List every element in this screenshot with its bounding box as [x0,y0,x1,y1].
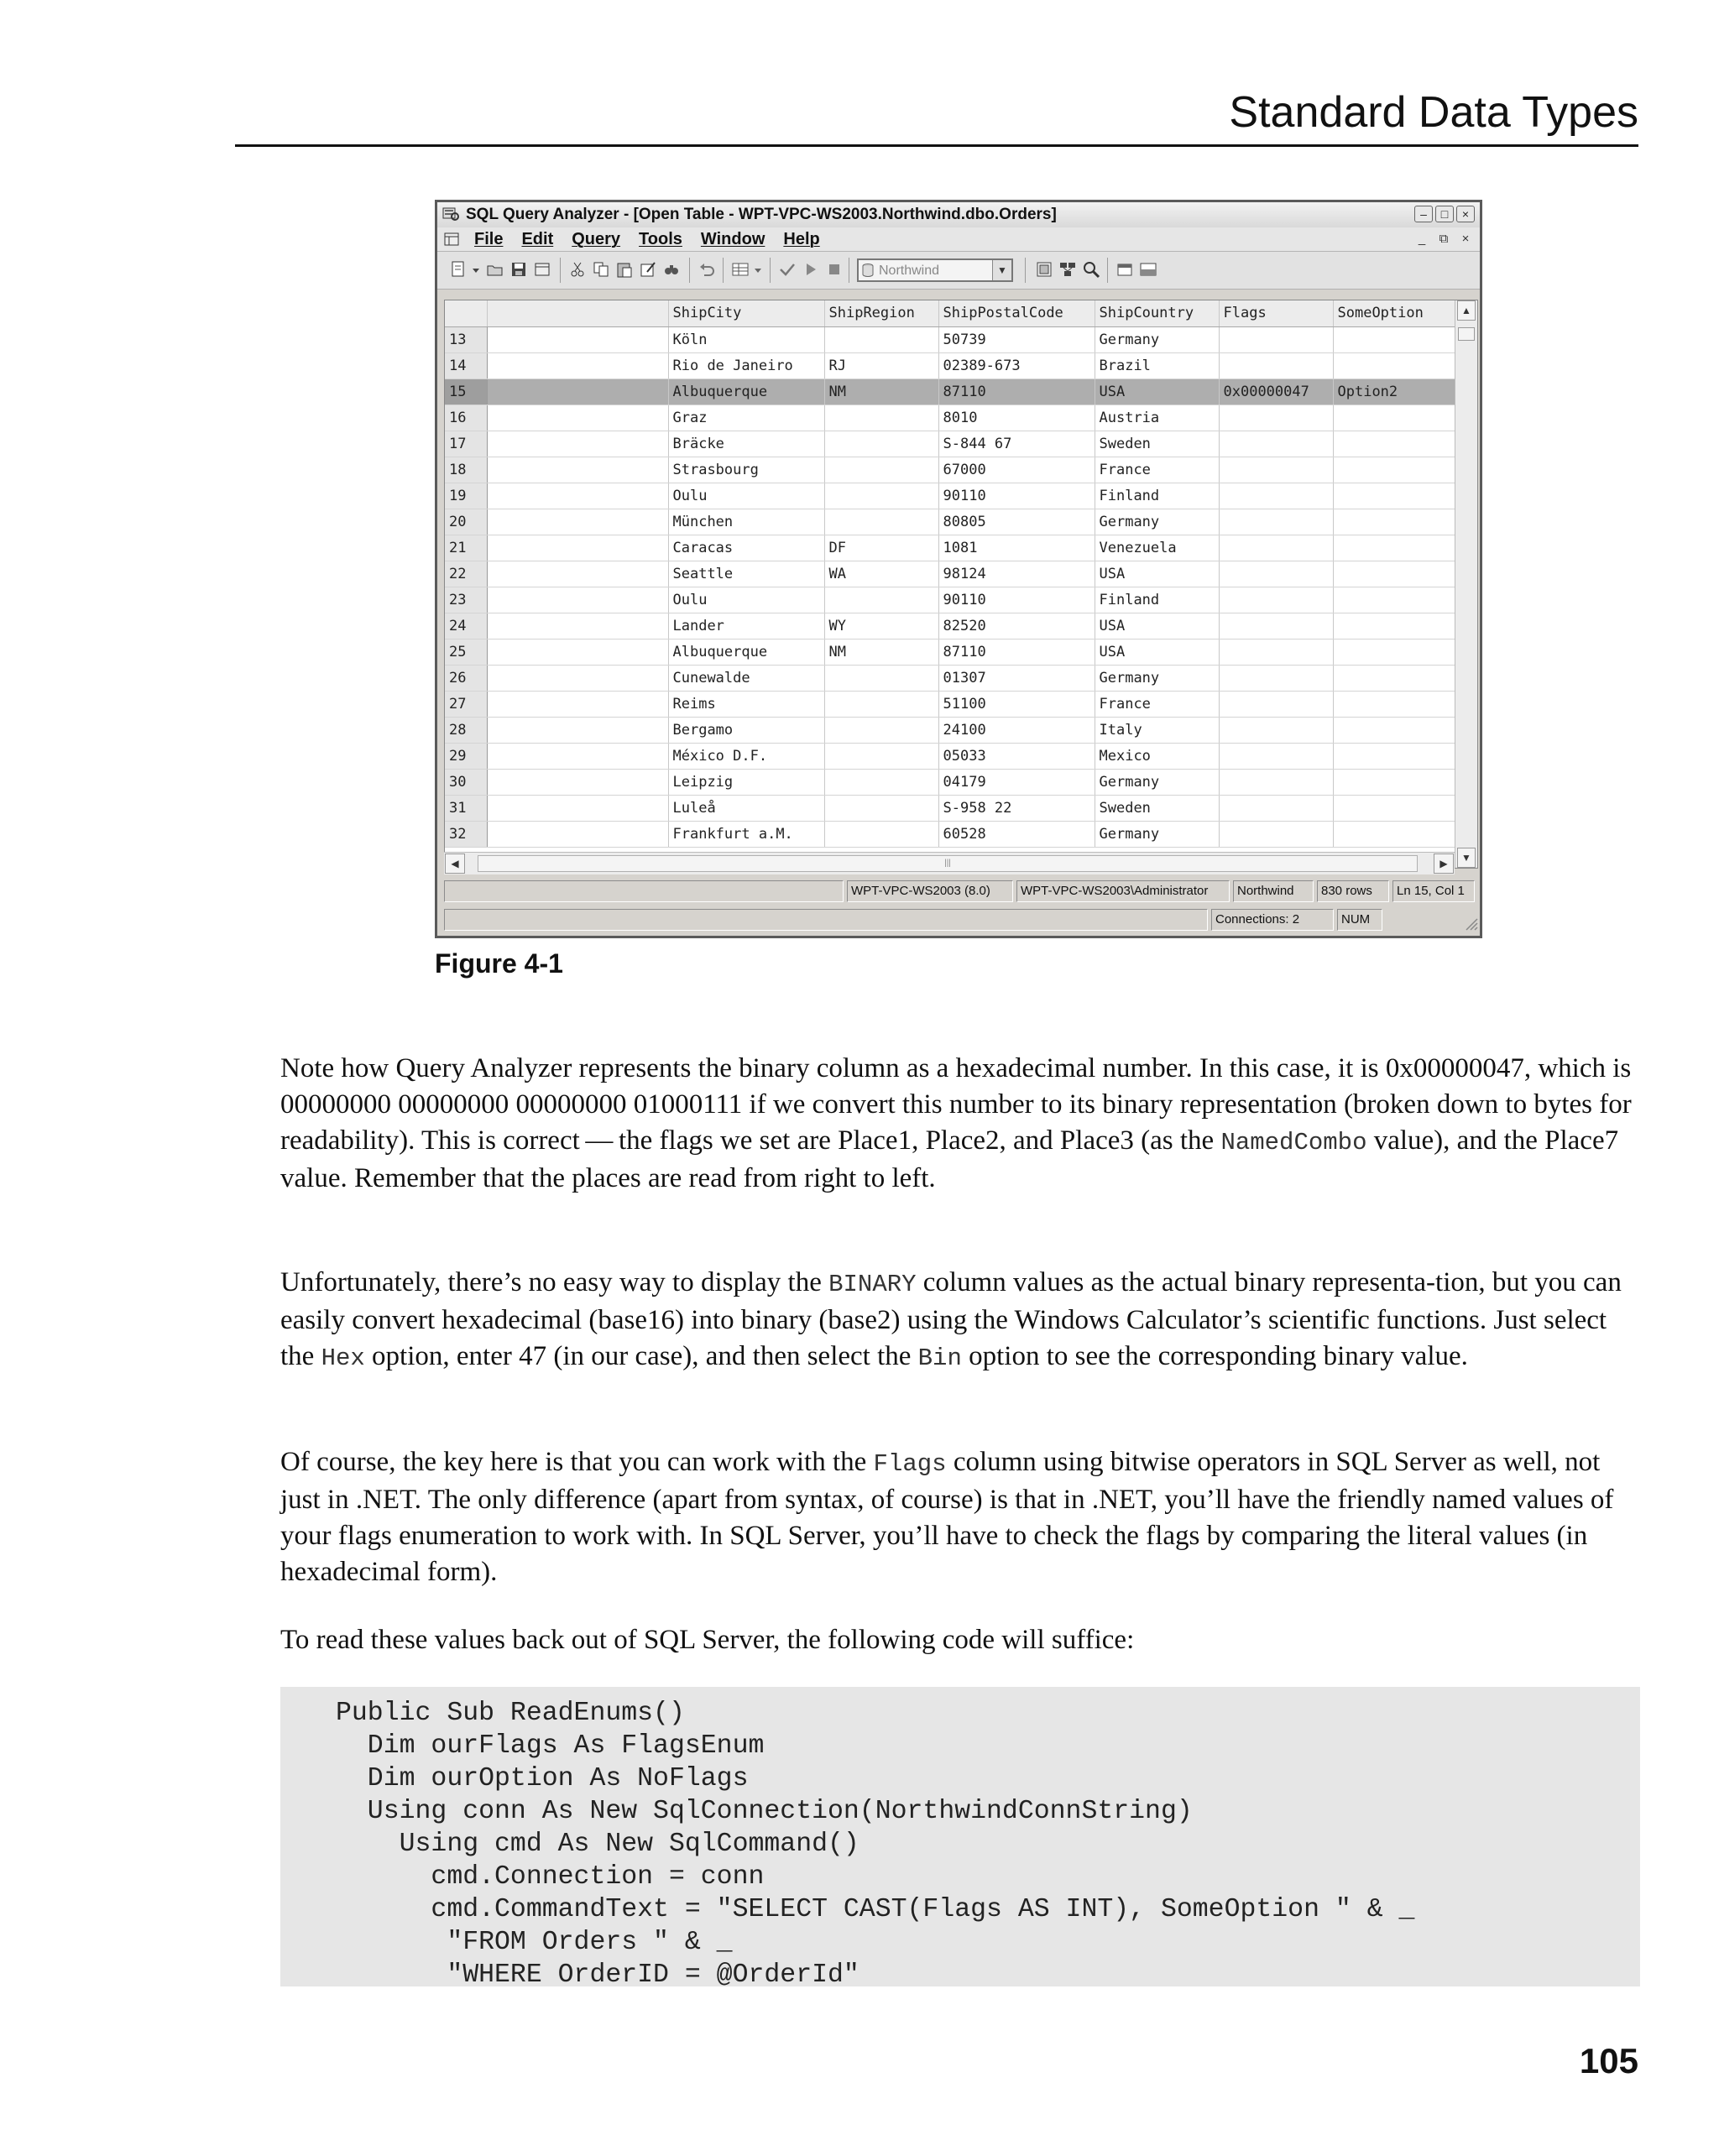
shipcountry-cell[interactable]: Finland [1095,587,1219,613]
paragraph-bitwise-operators [280,1444,1640,1590]
table-row[interactable] [445,561,1455,587]
shipregion-cell[interactable] [824,326,938,352]
shippostalcode-cell[interactable]: 01307 [938,665,1095,691]
flags-cell[interactable] [1219,352,1333,378]
row-number[interactable]: 29 [445,743,487,769]
flags-cell[interactable] [1219,587,1333,613]
row-cell[interactable] [487,665,668,691]
shipcountry-cell[interactable]: France [1095,457,1219,483]
paragraph-text: option to see the corresponding binary value. [961,1341,1468,1371]
shipcountry-cell[interactable]: USA [1095,639,1219,665]
scroll-left-icon[interactable]: ◀ [445,854,465,874]
status-row-count: 830 rows [1317,880,1389,902]
shipregion-cell[interactable] [824,509,938,535]
row-cell[interactable] [487,691,668,717]
row-cell[interactable] [487,352,668,378]
row-number[interactable]: 20 [445,509,487,535]
orders-table [445,300,1456,848]
flags-cell[interactable] [1219,639,1333,665]
shipcountry-cell[interactable]: Germany [1095,326,1219,352]
someoption-cell[interactable] [1333,821,1455,847]
insert-template-icon[interactable] [533,260,551,279]
shipregion-cell[interactable]: NM [824,378,938,405]
table-row[interactable] [445,431,1455,457]
toolbar-separator [1107,258,1108,283]
table-row[interactable] [445,535,1455,561]
row-number[interactable]: 15 [445,378,487,405]
flags-cell[interactable] [1219,431,1333,457]
table-row[interactable] [445,717,1455,743]
status-pane-message [444,880,844,902]
vertical-scrollbar[interactable] [1455,300,1477,868]
row-number[interactable]: 24 [445,613,487,639]
shipcountry-cell[interactable]: Finland [1095,483,1219,509]
execute-icon[interactable] [802,260,820,279]
shipcountry-cell[interactable]: USA [1095,378,1219,405]
someoption-cell[interactable] [1333,587,1455,613]
paragraph-read-values: To read these values back out of SQL Server, the following code will suffice: [280,1625,1135,1655]
row-cell[interactable] [487,613,668,639]
someoption-cell[interactable] [1333,483,1455,509]
paragraph-binary-column [280,1051,1640,1197]
status-pane-blank [444,909,1208,931]
shipcity-cell[interactable]: Cunewalde [668,665,824,691]
someoption-cell[interactable] [1333,352,1455,378]
query-analyzer-app-icon [442,206,459,222]
status-bar [437,879,1480,904]
row-cell[interactable] [487,587,668,613]
menu-window[interactable]: Window [700,230,765,248]
document-icon [444,232,459,246]
shipcountry-cell[interactable]: Germany [1095,821,1219,847]
shipregion-cell[interactable] [824,457,938,483]
shipregion-cell[interactable] [824,769,938,795]
database-select-value: Northwind [879,264,940,278]
flags-cell[interactable] [1219,613,1333,639]
parse-check-icon[interactable] [778,260,797,279]
row-cell[interactable] [487,457,668,483]
toolbar-separator [560,258,561,283]
mdi-close-button[interactable]: × [1461,232,1470,246]
shipcountry-cell[interactable]: Germany [1095,769,1219,795]
table-row[interactable] [445,743,1455,769]
edit-icon[interactable] [639,260,657,279]
row-cell[interactable] [487,378,668,405]
shipcountry-cell[interactable]: Germany [1095,509,1219,535]
table-row[interactable] [445,795,1455,821]
paragraph-binary-display [280,1265,1640,1376]
new-query-icon[interactable] [449,260,468,279]
table-row[interactable] [445,769,1455,795]
someoption-cell[interactable] [1333,795,1455,821]
shippostalcode-cell[interactable]: 87110 [938,639,1095,665]
horizontal-scrollbar[interactable] [444,852,1455,874]
paste-icon[interactable] [615,260,634,279]
column-header-shipcountry[interactable]: ShipCountry [1095,300,1219,326]
flags-cell[interactable] [1219,509,1333,535]
shipcity-cell[interactable]: Albuquerque [668,378,824,405]
paragraph-text: option, enter 47 (in our case), and then select the [364,1341,918,1371]
shipregion-cell[interactable] [824,821,938,847]
flags-cell[interactable] [1219,665,1333,691]
shipcity-cell[interactable]: Strasbourg [668,457,824,483]
code-listing-text: Public Sub ReadEnums() Dim ourFlags As FlagsEnum Dim ourOption As NoFlags Using conn As New SqlConnection(NorthwindConnString) Using cmd As New SqlCommand() cmd.Connection = conn cmd.CommandText = "SELECT CAST(Flags AS INT), SomeOption " & _ "FROM Orders " & _ "WHERE OrderID = @OrderId" [336,1699,1415,1990]
menu-help[interactable]: Help [783,230,820,248]
shipcountry-cell[interactable]: Sweden [1095,795,1219,821]
shipregion-cell[interactable] [824,691,938,717]
results-pane-icon[interactable] [1139,260,1157,279]
shipcountry-cell[interactable]: Germany [1095,665,1219,691]
someoption-cell[interactable] [1333,509,1455,535]
vertical-scroll-thumb[interactable] [1458,327,1475,341]
flags-cell[interactable] [1219,535,1333,561]
shipcity-cell[interactable]: Köln [668,326,824,352]
mdi-minimize-button[interactable]: _ [1418,232,1426,246]
shippostalcode-cell[interactable]: S-844 67 [938,431,1095,457]
row-cell[interactable] [487,509,668,535]
flags-cell[interactable] [1219,561,1333,587]
resize-grip-icon[interactable] [1463,916,1478,931]
table-row[interactable] [445,587,1455,613]
someoption-cell[interactable] [1333,431,1455,457]
someoption-cell[interactable] [1333,405,1455,431]
open-icon[interactable] [486,260,504,279]
shipcity-cell[interactable]: Frankfurt a.M. [668,821,824,847]
results-dropdown-icon[interactable] [753,260,763,279]
copy-icon[interactable] [592,260,610,279]
caption-buttons [1414,206,1475,222]
stop-icon[interactable] [825,260,844,279]
inline-code-bin: Bin [917,1344,962,1372]
shipregion-cell[interactable] [824,717,938,743]
object-browser-icon[interactable] [1058,260,1077,279]
table-row[interactable] [445,639,1455,665]
table-row[interactable] [445,405,1455,431]
paragraph-text: column using bitwise operators in SQL Server as well, not just in .NET. The only difference (apart from syntax, of course) is that in .NET, you’ll have the friendly named values of your flags enumeration to work with. In SQL Server, you’ll have to check the flags by comparing the literal values (in hexadecimal form). [280,1447,1614,1587]
row-number[interactable]: 21 [445,535,487,561]
flags-cell[interactable] [1219,743,1333,769]
flags-cell[interactable] [1219,795,1333,821]
row-number[interactable]: 30 [445,769,487,795]
flags-cell[interactable]: 0x00000047 [1219,378,1333,405]
shippostalcode-cell[interactable]: 05033 [938,743,1095,769]
shipcity-cell[interactable]: Graz [668,405,824,431]
row-number[interactable]: 17 [445,431,487,457]
row-number[interactable]: 26 [445,665,487,691]
row-number[interactable]: 25 [445,639,487,665]
shipregion-cell[interactable] [824,431,938,457]
table-row[interactable] [445,378,1455,405]
scroll-right-icon[interactable]: ▶ [1434,854,1454,874]
flags-cell[interactable] [1219,405,1333,431]
row-number[interactable]: 14 [445,352,487,378]
shippostalcode-cell[interactable]: 90110 [938,483,1095,509]
column-header-someoption[interactable]: SomeOption [1333,300,1455,326]
column-header-shippostalcode[interactable]: ShipPostalCode [938,300,1095,326]
flags-cell[interactable] [1219,457,1333,483]
menu-file[interactable]: File [474,230,504,248]
database-select[interactable] [857,258,1013,282]
table-row[interactable] [445,613,1455,639]
someoption-cell[interactable] [1333,769,1455,795]
shippostalcode-cell[interactable]: 51100 [938,691,1095,717]
someoption-cell[interactable] [1333,535,1455,561]
row-cell[interactable] [487,717,668,743]
paragraph-text: column values as the actual binary representa-tion, but you can easily convert hexadecimal (base16) into binary (base2) using the Windows Calculator’s scientific functions. Just select the [280,1267,1622,1371]
row-number[interactable]: 23 [445,587,487,613]
table-row[interactable] [445,457,1455,483]
shipcity-cell[interactable]: Lander [668,613,824,639]
row-number[interactable]: 22 [445,561,487,587]
undo-icon[interactable] [698,260,716,279]
row-number[interactable]: 13 [445,326,487,352]
row-cell[interactable] [487,769,668,795]
row-number[interactable]: 32 [445,821,487,847]
shipregion-cell[interactable] [824,587,938,613]
scroll-up-icon[interactable]: ▲ [1457,300,1476,321]
row-cell[interactable] [487,561,668,587]
status-database: Northwind [1233,880,1314,902]
someoption-cell[interactable] [1333,639,1455,665]
paragraph-text: value), and the Place7 value. Remember that the places are read from right to left. [280,1125,1619,1193]
shippostalcode-cell[interactable]: S-958 22 [938,795,1095,821]
column-header-shipregion[interactable]: ShipRegion [824,300,938,326]
someoption-cell[interactable] [1333,613,1455,639]
shipcity-cell[interactable]: México D.F. [668,743,824,769]
shipcountry-cell[interactable]: USA [1095,613,1219,639]
status-connections: Connections: 2 [1211,909,1334,931]
shippostalcode-cell[interactable]: 04179 [938,769,1095,795]
flags-cell[interactable] [1219,326,1333,352]
status-num-lock: NUM [1337,909,1382,931]
shippostalcode-cell[interactable]: 60528 [938,821,1095,847]
shipcity-cell[interactable]: Albuquerque [668,639,824,665]
window-titlebar [437,202,1480,228]
running-header-title: Standard Data Types [1229,88,1638,137]
table-row[interactable] [445,352,1455,378]
shippostalcode-cell[interactable]: 67000 [938,457,1095,483]
row-number[interactable]: 16 [445,405,487,431]
someoption-cell[interactable] [1333,326,1455,352]
row-number[interactable]: 28 [445,717,487,743]
someoption-cell[interactable] [1333,665,1455,691]
table-row[interactable] [445,665,1455,691]
shippostalcode-cell[interactable]: 8010 [938,405,1095,431]
properties-icon[interactable] [1116,260,1134,279]
menu-query[interactable]: Query [572,230,621,248]
row-cell[interactable] [487,535,668,561]
status-user: WPT-VPC-WS2003\Administrator [1016,880,1230,902]
someoption-cell[interactable] [1333,457,1455,483]
shipcity-cell[interactable]: Bräcke [668,431,824,457]
menu-bar [437,227,1480,252]
row-cell[interactable] [487,743,668,769]
shipcity-cell[interactable]: Oulu [668,483,824,509]
minimize-button[interactable]: – [1414,206,1433,222]
results-grid-icon[interactable] [731,260,750,279]
shippostalcode-cell[interactable]: 02389-673 [938,352,1095,378]
row-cell[interactable] [487,821,668,847]
menu-edit[interactable]: Edit [521,230,554,248]
table-row[interactable] [445,509,1455,535]
mdi-restore-button[interactable]: ⧉ [1439,232,1449,246]
shippostalcode-cell[interactable]: 24100 [938,717,1095,743]
shippostalcode-cell[interactable]: 82520 [938,613,1095,639]
menu-items [474,230,820,249]
flags-cell[interactable] [1219,483,1333,509]
row-cell[interactable] [487,431,668,457]
shipcity-cell[interactable]: Caracas [668,535,824,561]
table-row[interactable] [445,326,1455,352]
shipcountry-cell[interactable]: Brazil [1095,352,1219,378]
toolbar [437,252,1480,290]
shipcity-cell[interactable]: Oulu [668,587,824,613]
shippostalcode-cell[interactable]: 1081 [938,535,1095,561]
shippostalcode-cell[interactable]: 80805 [938,509,1095,535]
shippostalcode-cell[interactable]: 87110 [938,378,1095,405]
shipregion-cell[interactable]: WA [824,561,938,587]
status-bar-secondary [437,907,1480,932]
table-body [445,326,1455,847]
shipregion-cell[interactable]: NM [824,639,938,665]
shipregion-cell[interactable]: WY [824,613,938,639]
object-search-icon[interactable] [1035,260,1053,279]
shipregion-cell[interactable] [824,405,938,431]
shipregion-cell[interactable] [824,743,938,769]
shipcountry-cell[interactable]: Sweden [1095,431,1219,457]
someoption-cell[interactable] [1333,561,1455,587]
inline-code-flags: Flags [873,1450,947,1478]
someoption-cell[interactable] [1333,717,1455,743]
inline-code-binary: BINARY [828,1271,917,1298]
row-number[interactable]: 31 [445,795,487,821]
paragraph-text: Note how Query Analyzer represents the binary column as a hexadecimal number. In this case, it is 0x00000047, which is 00000000 00000000 00000000 01000111 if we convert this number to its binary representation (broken down to bytes for readability). This is correct — the flags we set are Place1, Place2, and Place3 (as the [280,1053,1632,1156]
table-row[interactable] [445,821,1455,847]
paragraph-text: Unfortunately, there’s no easy way to display the [280,1267,829,1297]
database-icon [862,264,874,277]
toolbar-separator [1025,258,1026,283]
window-title: SQL Query Analyzer - [Open Table - WPT-VPC-WS2003.Northwind.dbo.Orders] [466,206,1057,223]
shipcountry-cell[interactable]: Austria [1095,405,1219,431]
row-number[interactable]: 19 [445,483,487,509]
someoption-cell[interactable] [1333,691,1455,717]
shipcity-cell[interactable]: Rio de Janeiro [668,352,824,378]
shipregion-cell[interactable] [824,665,938,691]
maximize-button[interactable]: □ [1435,206,1454,222]
shipcity-cell[interactable]: München [668,509,824,535]
figure-caption: Figure 4-1 [435,948,563,979]
shipcountry-cell[interactable]: Italy [1095,717,1219,743]
query-analyzer-window [435,200,1482,938]
results-grid [444,300,1478,869]
toolbar-separator [723,258,724,283]
column-header[interactable] [445,300,487,326]
toolbar-separator [689,258,690,283]
paragraph-text: Of course, the key here is that you can work with the [280,1447,874,1477]
shippostalcode-cell[interactable]: 50739 [938,326,1095,352]
shipcity-cell[interactable]: Bergamo [668,717,824,743]
page-number: 105 [1579,2041,1638,2080]
shippostalcode-cell[interactable]: 90110 [938,587,1095,613]
column-header-flags[interactable]: Flags [1219,300,1333,326]
inline-code-hex: Hex [321,1344,365,1372]
row-cell[interactable] [487,483,668,509]
flags-cell[interactable] [1219,821,1333,847]
inline-code-namedcombo: NamedCombo [1220,1129,1367,1156]
shipregion-cell[interactable] [824,483,938,509]
running-header [235,84,1638,147]
menu-tools[interactable]: Tools [639,230,682,248]
column-header[interactable] [487,300,668,326]
table-row[interactable] [445,691,1455,717]
shipregion-cell[interactable]: RJ [824,352,938,378]
flags-cell[interactable] [1219,691,1333,717]
shipcountry-cell[interactable]: Venezuela [1095,535,1219,561]
close-button[interactable]: × [1456,206,1475,222]
table-header-row [445,300,1455,326]
toolbar-separator [770,258,771,283]
shipcity-cell[interactable]: Leipzig [668,769,824,795]
find-icon[interactable] [662,260,681,279]
shippostalcode-cell[interactable]: 98124 [938,561,1095,587]
shipregion-cell[interactable]: DF [824,535,938,561]
mdi-buttons [1413,231,1475,248]
shipcountry-cell[interactable]: Mexico [1095,743,1219,769]
column-header-shipcity[interactable]: ShipCity [668,300,824,326]
row-cell[interactable] [487,405,668,431]
show-execution-plan-icon[interactable] [1082,260,1100,279]
status-cursor-position: Ln 15, Col 1 [1392,880,1475,902]
horizontal-scroll-thumb[interactable]: ||| [478,855,1418,872]
someoption-cell[interactable]: Option2 [1333,378,1455,405]
shipregion-cell[interactable] [824,795,938,821]
row-cell[interactable] [487,639,668,665]
chevron-down-icon[interactable]: ▼ [992,260,1011,280]
shipcity-cell[interactable]: Luleå [668,795,824,821]
code-listing [280,1687,1640,1990]
someoption-cell[interactable] [1333,743,1455,769]
flags-cell[interactable] [1219,769,1333,795]
status-server: WPT-VPC-WS2003 (8.0) [847,880,1013,902]
scroll-down-icon[interactable]: ▼ [1457,848,1476,868]
shipcity-cell[interactable]: Seattle [668,561,824,587]
save-icon[interactable] [509,260,528,279]
table-row[interactable] [445,483,1455,509]
flags-cell[interactable] [1219,717,1333,743]
shipcity-cell[interactable]: Reims [668,691,824,717]
new-query-dropdown-icon[interactable] [471,260,481,279]
row-cell[interactable] [487,795,668,821]
row-number[interactable]: 27 [445,691,487,717]
row-number[interactable]: 18 [445,457,487,483]
shipcountry-cell[interactable]: USA [1095,561,1219,587]
row-cell[interactable] [487,326,668,352]
cut-icon[interactable] [568,260,587,279]
shipcountry-cell[interactable]: France [1095,691,1219,717]
